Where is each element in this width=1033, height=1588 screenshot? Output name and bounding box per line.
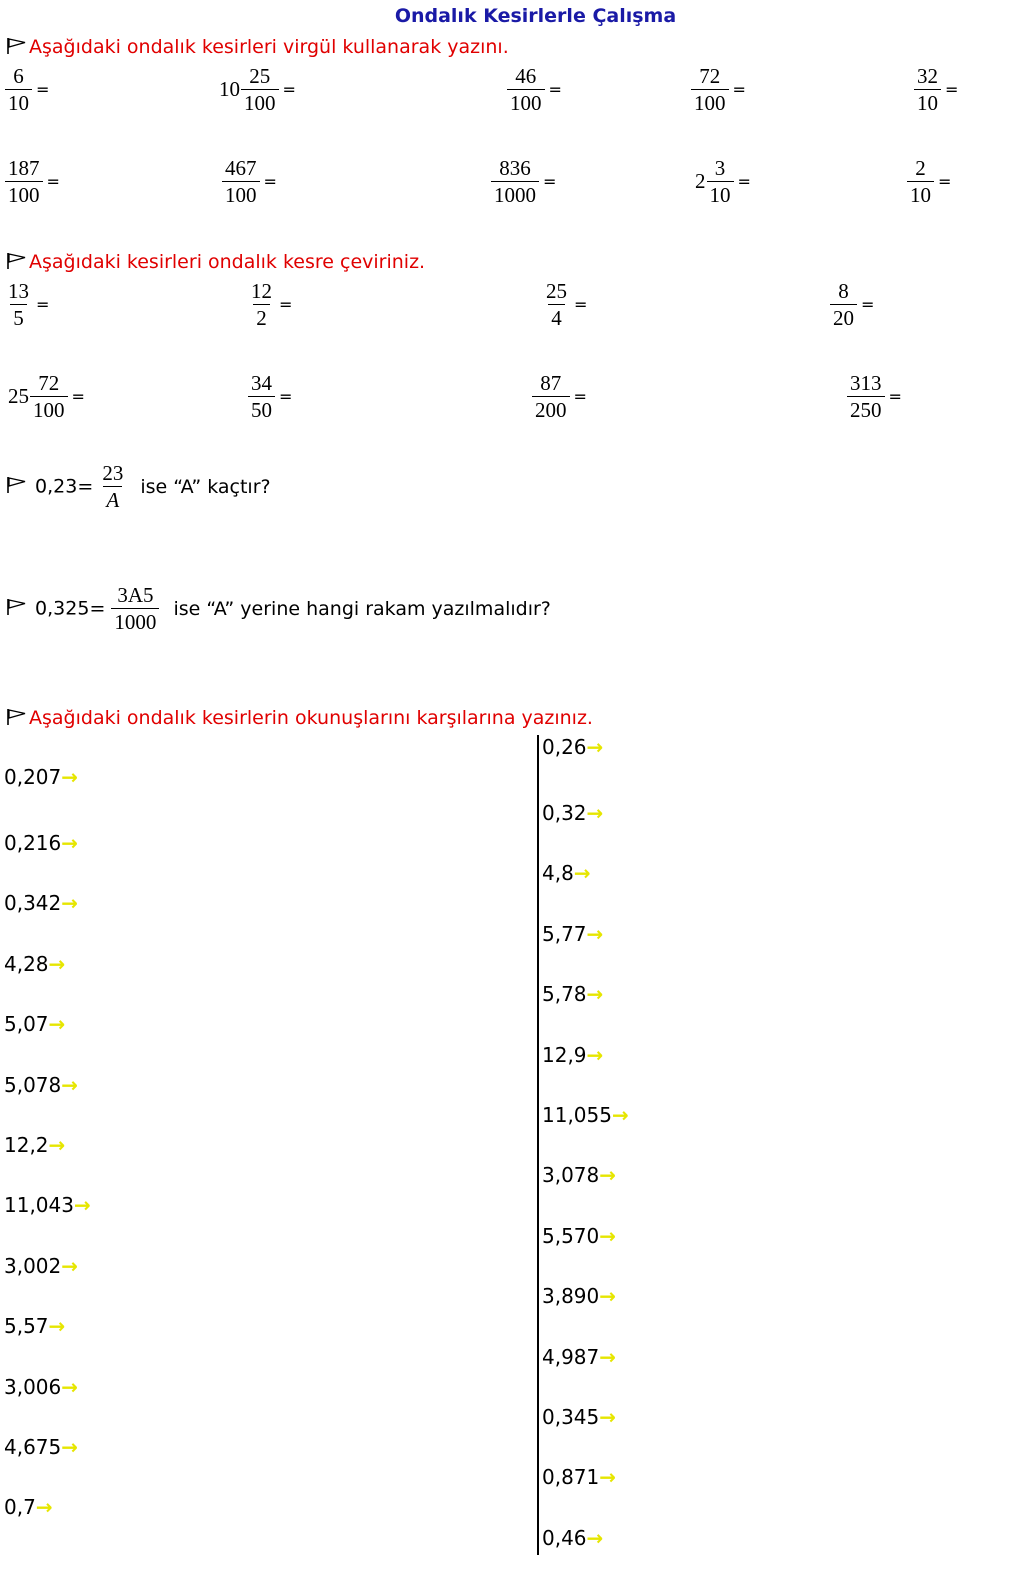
flag-icon (6, 708, 28, 726)
fraction-item (695, 155, 751, 208)
arrow-icon: → (61, 1072, 79, 1097)
equals-sign: = (71, 387, 85, 406)
section3-heading-text: Aşağıdaki ondalık kesirlerin okunuşlarını karşılarına yazınız. (29, 707, 593, 729)
fraction-item (5, 155, 60, 208)
question-2-left: 0,325= (35, 597, 106, 620)
equals-sign: = (279, 387, 293, 406)
denominator: 10 (907, 181, 934, 208)
fraction-item (222, 155, 277, 208)
numerator: 187 (8, 156, 40, 180)
decimal-item (4, 1375, 78, 1399)
decimal-value: 5,570 (542, 1223, 600, 1248)
fraction (691, 63, 729, 116)
denominator: 50 (248, 396, 275, 423)
decimal-item (542, 1163, 616, 1187)
denominator: 1000 (491, 181, 539, 208)
arrow-icon: → (611, 1103, 629, 1127)
arrow-icon: → (61, 1374, 79, 1399)
decimal-value: 0,207 (4, 765, 62, 789)
decimal-item (542, 1043, 603, 1067)
decimal-value: 0,216 (4, 831, 62, 855)
decimal-value: 5,77 (542, 921, 587, 946)
decimal-item (542, 1224, 616, 1248)
arrow-icon: → (61, 891, 79, 916)
decimal-value: 5,57 (4, 1314, 49, 1339)
decimal-value: 4,28 (4, 951, 49, 976)
whole-number: 10 (219, 77, 240, 101)
numerator: 2 (915, 156, 926, 180)
decimal-value: 5,078 (4, 1072, 62, 1097)
decimal-value: 0,32 (542, 801, 587, 825)
section2-heading-text: Aşağıdaki kesirleri ondalık kesre çeviriniz. (29, 251, 426, 273)
fraction-item (532, 370, 587, 423)
equals-sign: = (861, 295, 875, 314)
fraction-item (8, 370, 85, 423)
decimal-item (542, 1345, 616, 1369)
decimal-value: 3,078 (542, 1163, 600, 1188)
decimal-item (4, 1012, 65, 1036)
fraction (543, 278, 570, 331)
decimal-value: 3,006 (4, 1374, 62, 1399)
decimal-value: 3,002 (4, 1253, 62, 1278)
numerator: 87 (540, 371, 562, 395)
decimal-value: 0,46 (542, 1525, 587, 1550)
decimal-item (4, 1435, 78, 1459)
decimal-value: 12,2 (4, 1133, 49, 1157)
decimal-value: 0,7 (4, 1495, 36, 1520)
question-2-fraction (111, 582, 159, 635)
question-1-fraction (99, 460, 126, 513)
arrow-icon: → (586, 982, 604, 1007)
arrow-icon: → (61, 831, 79, 855)
numerator: 313 (850, 371, 882, 395)
decimal-value: 5,78 (542, 982, 587, 1007)
decimal-item (4, 952, 65, 976)
equals-sign: = (732, 80, 746, 99)
decimal-value: 0,345 (542, 1405, 600, 1429)
fraction (507, 63, 545, 116)
decimal-item (4, 1254, 78, 1278)
denominator: 100 (5, 181, 43, 208)
whole-number: 25 (8, 384, 29, 408)
arrow-icon: → (61, 1253, 79, 1278)
arrow-icon: → (48, 1133, 66, 1157)
arrow-icon: → (73, 1193, 91, 1218)
arrow-icon: → (573, 861, 591, 886)
equals-sign: = (548, 80, 562, 99)
denominator: 250 (847, 396, 885, 423)
equals-sign: = (938, 172, 952, 191)
denominator: 20 (830, 304, 857, 331)
decimal-item (542, 735, 603, 759)
denominator: 100 (30, 396, 68, 423)
decimal-value: 4,987 (542, 1344, 600, 1369)
fraction (847, 370, 885, 423)
numerator: 467 (225, 156, 257, 180)
equals-sign: = (543, 172, 557, 191)
decimal-value: 3,890 (542, 1284, 600, 1309)
arrow-icon: → (586, 1042, 604, 1067)
numerator: 23 (102, 461, 124, 485)
arrow-icon: → (586, 921, 604, 946)
numerator: 12 (251, 279, 272, 303)
denominator: A (103, 486, 122, 513)
equals-sign: = (263, 172, 277, 191)
decimal-value: 5,07 (4, 1012, 49, 1037)
denominator: 100 (222, 181, 260, 208)
arrow-icon: → (586, 801, 604, 825)
numerator: 72 (38, 371, 60, 395)
fraction-item (507, 63, 562, 116)
denominator: 10 (707, 181, 734, 208)
fraction (241, 63, 279, 116)
section1-heading-text: Aşağıdaki ondalık kesirleri virgül kullanarak yazını. (29, 36, 509, 58)
fraction (914, 63, 941, 116)
section1-heading (6, 36, 509, 58)
decimal-item (4, 1495, 53, 1519)
question-1-right: ise “A” kaçtır? (140, 475, 271, 498)
flag-icon (6, 252, 28, 270)
numerator: 25 (546, 279, 567, 303)
equals-sign: = (36, 295, 50, 314)
fraction-item (847, 370, 902, 423)
denominator: 5 (10, 304, 27, 331)
denominator: 2 (253, 304, 270, 331)
denominator: 100 (691, 89, 729, 116)
flag-icon (6, 37, 28, 55)
fraction (5, 155, 43, 208)
question-2 (6, 582, 551, 635)
decimal-item (4, 831, 78, 855)
denominator: 4 (548, 304, 565, 331)
decimal-item (542, 982, 603, 1006)
decimal-value: 12,9 (542, 1042, 587, 1067)
fraction (248, 278, 275, 331)
fraction (222, 155, 260, 208)
numerator: 32 (917, 64, 938, 88)
fraction (5, 278, 32, 331)
decimal-item (542, 801, 603, 825)
arrow-icon: → (586, 735, 604, 759)
section2-heading (6, 251, 425, 273)
decimal-value: 11,055 (542, 1103, 612, 1127)
fraction (30, 370, 68, 423)
arrow-icon: → (599, 1405, 617, 1429)
denominator: 10 (5, 89, 32, 116)
decimal-item (542, 1526, 603, 1550)
denominator: 100 (241, 89, 279, 116)
equals-sign: = (36, 80, 50, 99)
decimal-item (4, 1133, 65, 1157)
fraction-item (5, 278, 49, 331)
fraction-item (248, 278, 292, 331)
arrow-icon: → (599, 1465, 617, 1490)
page-title: Ondalık Kesirlerle Çalışma (394, 5, 677, 27)
fraction-item (914, 63, 958, 116)
arrow-icon: → (599, 1284, 617, 1309)
decimal-value: 4,675 (4, 1435, 62, 1459)
decimal-item (542, 1103, 629, 1127)
decimal-item (4, 1314, 65, 1338)
decimal-item (542, 1405, 616, 1429)
equals-sign: = (574, 295, 588, 314)
denominator: 100 (507, 89, 545, 116)
equals-sign: = (279, 295, 293, 314)
decimal-item (542, 1284, 616, 1308)
numerator: 6 (13, 64, 24, 88)
fraction-item (691, 63, 746, 116)
question-2-right: ise “A” yerine hangi rakam yazılmalıdır? (173, 597, 551, 620)
arrow-icon: → (61, 1435, 79, 1459)
equals-sign: = (573, 387, 587, 406)
flag-icon (6, 476, 28, 494)
equals-sign: = (46, 172, 60, 191)
fraction-item (543, 278, 587, 331)
decimal-value: 11,043 (4, 1193, 74, 1218)
numerator: 25 (249, 64, 271, 88)
arrow-icon: → (599, 1223, 617, 1248)
decimal-item (4, 1073, 78, 1097)
fraction-item (5, 63, 49, 116)
equals-sign: = (888, 387, 902, 406)
decimal-item (542, 922, 603, 946)
fraction (248, 370, 275, 423)
equals-sign: = (737, 172, 751, 191)
numerator: 3A5 (117, 583, 154, 607)
fraction-item (907, 155, 951, 208)
equals-sign: = (282, 80, 296, 99)
question-1-left: 0,23= (35, 475, 94, 498)
arrow-icon: → (61, 765, 79, 789)
arrow-icon: → (586, 1525, 604, 1550)
fraction (907, 155, 934, 208)
fraction-item (219, 63, 296, 116)
arrow-icon: → (48, 1314, 66, 1339)
numerator: 836 (499, 156, 531, 180)
equals-sign: = (945, 80, 959, 99)
denominator: 200 (532, 396, 570, 423)
numerator: 3 (714, 156, 726, 180)
question-1 (6, 460, 271, 513)
arrow-icon: → (35, 1495, 53, 1520)
decimal-value: 0,871 (542, 1465, 600, 1490)
numerator: 8 (838, 279, 849, 303)
arrow-icon: → (599, 1163, 617, 1188)
arrow-icon: → (48, 951, 66, 976)
arrow-icon: → (48, 1012, 66, 1037)
fraction (707, 155, 734, 208)
column-divider (537, 735, 539, 1555)
decimal-item (542, 1465, 616, 1489)
decimal-item (4, 891, 78, 915)
decimal-item (542, 861, 591, 885)
fraction (830, 278, 857, 331)
flag-icon (6, 598, 28, 616)
whole-number: 2 (695, 169, 706, 193)
numerator: 72 (699, 64, 721, 88)
fraction-item (248, 370, 292, 423)
decimal-item (4, 765, 78, 789)
fraction-item (491, 155, 556, 208)
decimal-item (4, 1193, 91, 1217)
numerator: 13 (8, 279, 29, 303)
fraction (532, 370, 570, 423)
fraction (491, 155, 539, 208)
denominator: 10 (914, 89, 941, 116)
numerator: 46 (515, 64, 537, 88)
numerator: 34 (251, 371, 272, 395)
denominator: 1000 (111, 608, 159, 635)
fraction (5, 63, 32, 116)
decimal-value: 4,8 (542, 861, 574, 886)
fraction-item (830, 278, 874, 331)
decimal-value: 0,26 (542, 735, 587, 759)
section3-heading (6, 707, 593, 729)
arrow-icon: → (599, 1344, 617, 1369)
decimal-value: 0,342 (4, 891, 62, 916)
